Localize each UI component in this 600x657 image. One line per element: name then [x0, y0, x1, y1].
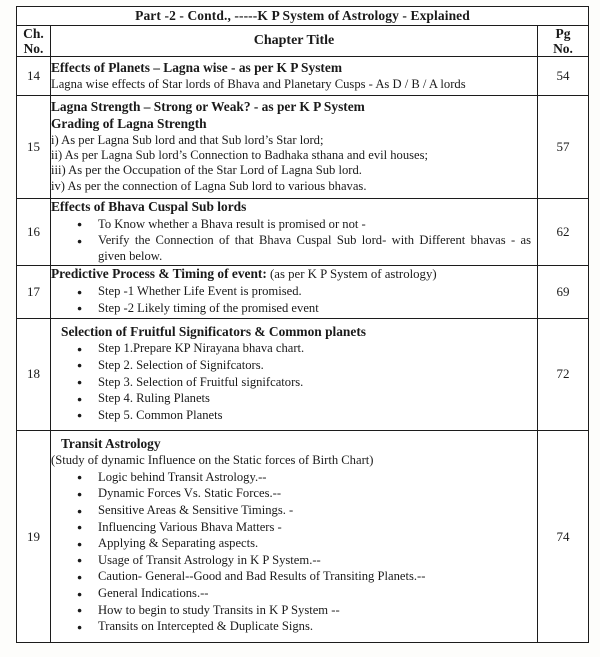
table-row: [17, 266, 589, 318]
table-row: [17, 318, 589, 431]
page-number: 72: [538, 318, 589, 431]
list-item: ● Influencing Various Bhava Matters -: [77, 520, 537, 536]
table-header-row: [17, 26, 589, 57]
chapter-heading: Effects of Bhava Cuspal Sub lords: [51, 198, 247, 214]
chapter-heading-bold: Predictive Process & Timing of event:: [51, 266, 267, 282]
list-item: ● Usage of Transit Astrology in K P System.--: [77, 553, 537, 569]
list-item: ● Logic behind Transit Astrology.--: [77, 470, 537, 486]
list-item: ● Verify the Connection of that Bhava Cuspal Sub lord- with Different bhavas - as given below.: [77, 233, 537, 264]
bullet-list: [51, 470, 537, 635]
table-row: [17, 431, 589, 643]
column-header-ch-no: [17, 26, 51, 57]
list-item: ● Step 2. Selection of Signifcators.: [77, 358, 537, 374]
list-item: ● Applying & Separating aspects.: [77, 536, 537, 552]
chapter-title-cell: [51, 318, 538, 431]
banner-cell: [17, 7, 589, 26]
table-banner-row: [17, 7, 589, 26]
chapter-title-cell: [51, 96, 538, 198]
table-of-contents-table: [16, 6, 589, 643]
list-item: ● Step 5. Common Planets: [77, 408, 537, 424]
chapter-number: 19: [17, 431, 51, 643]
column-header-chapter-title: Chapter Title: [51, 26, 538, 57]
page-number: 57: [538, 96, 589, 198]
chapter-heading: Transit Astrology: [61, 436, 161, 452]
list-item: ● Step -2 Likely timing of the promised event: [77, 301, 537, 317]
chapter-title-cell: [51, 266, 538, 318]
bullet-list: [51, 341, 537, 423]
bullet-list: [51, 217, 537, 265]
bullet-list: [51, 284, 537, 316]
pg-no-line-2: No.: [553, 41, 573, 57]
chapter-number: 15: [17, 96, 51, 198]
chapter-number: 14: [17, 57, 51, 96]
grading-list: [51, 133, 537, 194]
chapter-title-cell: [51, 198, 538, 266]
page-number: 62: [538, 198, 589, 266]
page-number: 69: [538, 266, 589, 318]
page-number: 74: [538, 431, 589, 643]
list-item: ● To Know whether a Bhava result is promised or not -: [77, 217, 537, 233]
list-item: iv) As per the connection of Lagna Sub lord to various bhavas.: [51, 178, 367, 193]
ch-no-line-2: No.: [23, 41, 44, 57]
chapter-parenthetical: (Study of dynamic Influence on the Static forces of Birth Chart): [51, 453, 374, 468]
list-item: ii) As per Lagna Sub lord’s Connection to Badhaka sthana and evil houses;: [51, 148, 429, 163]
chapter-heading: Effects of Planets – Lagna wise - as per K P System: [51, 60, 342, 76]
column-header-pg-no: [538, 26, 589, 57]
list-item: iii) As per the Occupation of the Star Lord of Lagna Sub lord.: [51, 163, 362, 178]
list-item: ● Sensitive Areas & Sensitive Timings. -: [77, 503, 537, 519]
list-item: ● Dynamic Forces Vs. Static Forces.--: [77, 486, 537, 502]
chapter-heading: Selection of Fruitful Significators & Common planets: [61, 323, 366, 339]
chapter-title-cell: [51, 57, 538, 96]
chapter-number: 16: [17, 198, 51, 266]
chapter-heading: [51, 266, 537, 283]
list-item: ● Step 3. Selection of Fruitful signifcators.: [77, 375, 537, 391]
ch-no-line-1: Ch.: [23, 26, 44, 41]
table-row: [17, 57, 589, 96]
list-item: ● Step 1.Prepare KP Nirayana bhava chart.: [77, 341, 537, 357]
table-row: [17, 198, 589, 266]
pg-no-line-1: Pg: [555, 26, 571, 41]
chapter-heading-note: (as per K P System of astrology): [266, 267, 437, 282]
chapter-title-cell: [51, 431, 538, 643]
list-item: i) As per Lagna Sub lord and that Sub lord’s Star lord;: [51, 132, 324, 147]
chapter-number: 17: [17, 266, 51, 318]
chapter-subline: Lagna wise effects of Star lords of Bhava and Planetary Cusps - As D / B / A lords: [51, 76, 466, 91]
list-item: ● Transits on Intercepted & Duplicate Signs.: [77, 619, 537, 635]
chapter-number: 18: [17, 318, 51, 431]
list-item: ● Step 4. Ruling Planets: [77, 391, 537, 407]
list-item: ● General Indications.--: [77, 586, 537, 602]
list-item: ● Caution- General--Good and Bad Results of Transiting Planets.--: [77, 569, 537, 585]
list-item: ● Step -1 Whether Life Event is promised.: [77, 284, 537, 300]
chapter-heading: Lagna Strength – Strong or Weak? - as per K P System: [51, 99, 365, 115]
table-row: [17, 96, 589, 198]
list-item: ● How to begin to study Transits in K P System --: [77, 603, 537, 619]
page-number: 54: [538, 57, 589, 96]
chapter-subheading: Grading of Lagna Strength: [51, 116, 207, 132]
banner-title: Part -2 - Contd., -----K P System of Astrology - Explained: [135, 8, 470, 23]
